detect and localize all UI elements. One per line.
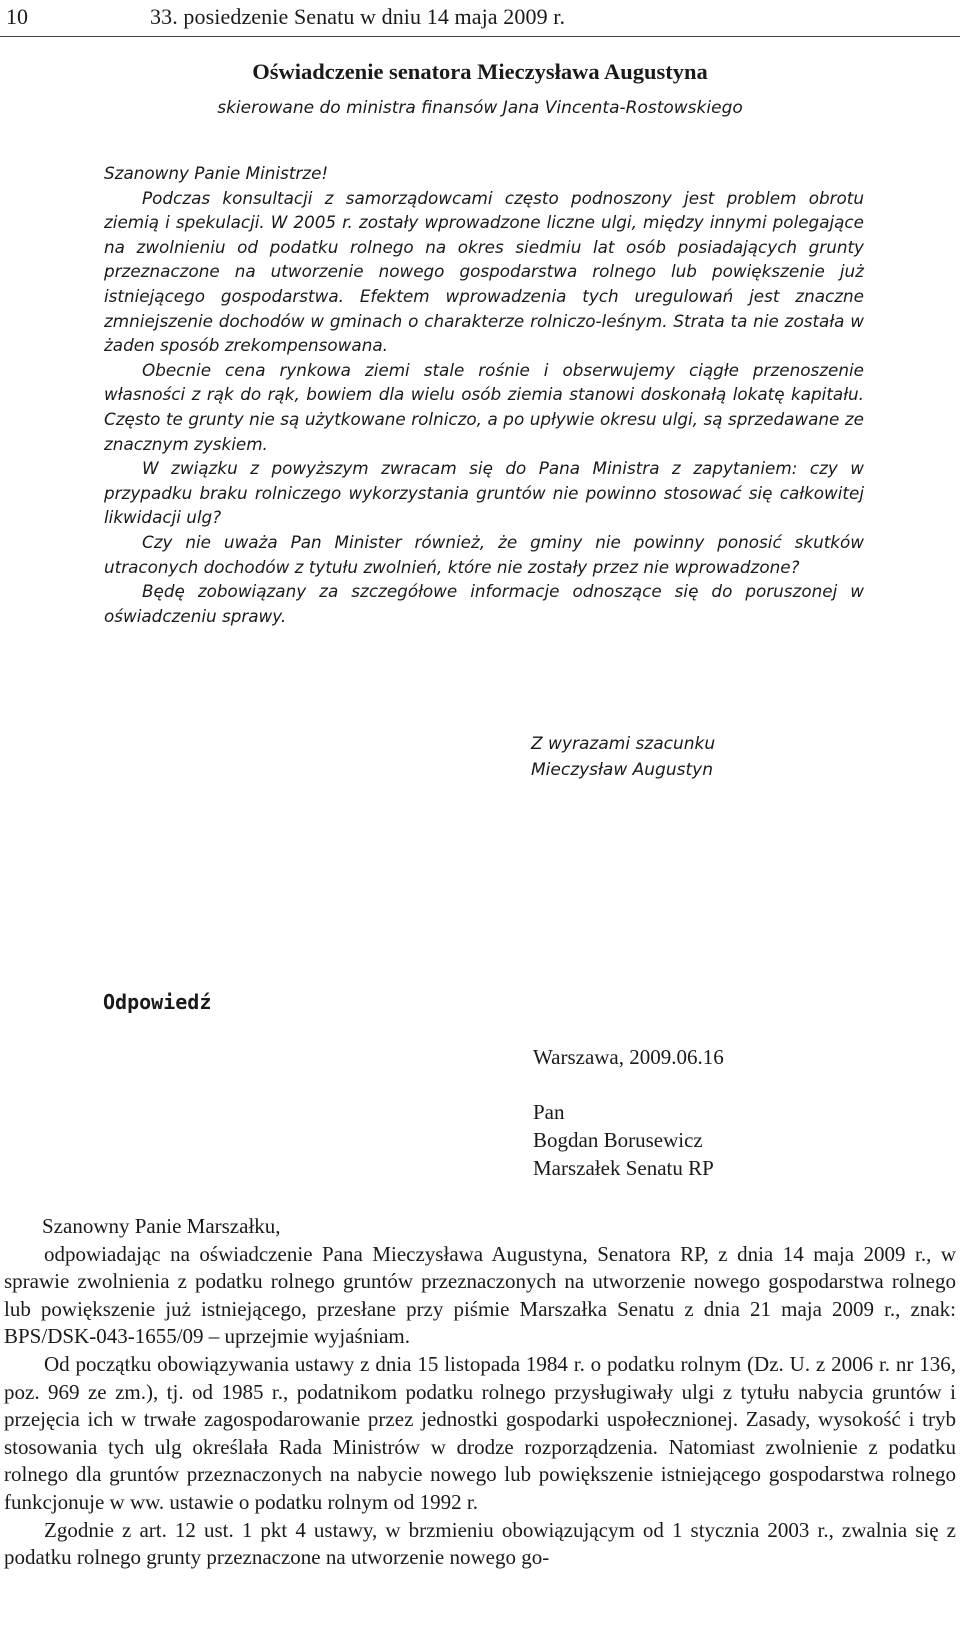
reply-date: Warszawa, 2009.06.16 bbox=[533, 1045, 724, 1069]
statement-paragraph: Czy nie uważa Pan Minister również, że gminy nie powinny ponosić skutków utraconych dochodów z tytułu zwolnień, które nie zostały przez nie wprowadzone? bbox=[104, 531, 864, 577]
statement-paragraph: W związku z powyższym zwracam się do Pana Ministra z zapytaniem: czy w przypadku braku rolniczego wykorzystania gruntów nie powinno stosować się całkowitej likwidacji ulg? bbox=[104, 458, 864, 528]
reply-salutation: Szanowny Panie Marszałku, bbox=[42, 1214, 281, 1238]
statement-title: Oświadczenie senatora Mieczysława Augustyna bbox=[252, 59, 708, 84]
running-head bbox=[0, 2, 960, 32]
statement-subtitle: skierowane do ministra finansów Jana Vincenta-Rostowskiego bbox=[217, 98, 743, 118]
reply-heading: Odpowiedź bbox=[103, 990, 212, 1014]
reply-paragraph: Od początku obowiązywania ustawy z dnia 15 listopada 1984 r. o podatku rolnym (Dz. U. z 2006 r. nr 136, poz. 969 ze zm.), tj. od 1985 r., podatnikom podatku rolnego przysługiwały ulgi z tytułu nabycia gruntów i przejęcia ich w trwałe zagospodarowanie przez jednostki gospodarki uspołecznionej. Zasady, wysokość i tryb stosowania tych ulg określała Rada Ministrów w drodze rozporządzenia. Natomiast zwolnienie z podatku rolnego dla gruntów przeznaczonych na nabycie nowego lub powiększenie istniejącego gospodarstwa rolnego funkcjonuje w ww. ustawie o podatku rolnym od 1992 r. bbox=[4, 1351, 956, 1514]
addressee-line: Marszałek Senatu RP bbox=[533, 1156, 714, 1180]
header-rule bbox=[0, 36, 960, 37]
statement-paragraph: Obecnie cena rynkowa ziemi stale rośnie i obserwujemy ciągłe przenoszenie własności z rąk do rąk, bowiem dla wielu osób ziemia stanowi doskonałą lokatę kapitału. Często te grunty nie są użytkowane rolniczo, a po upływie okresu ulgi, są sprzedawane ze znacznym zyskiem. bbox=[104, 359, 864, 454]
statement-paragraph: Podczas konsultacji z samorządowcami często podnoszony jest problem obrotu ziemią i spekulacji. W 2005 r. zostały wprowadzone liczne ulgi, między innymi polegające na zwolnieniu od podatku rolnego na okres siedmiu lat osób posiadających grunty przeznaczone na utworzenie nowego gospodarstwa rolnego lub powiększenie już istniejącego gospodarstwa. Efektem wprowadzenia tych uregulowań jest znaczne zmniejszenie dochodów w gminach o charakterze rolniczo-leśnym. Strata ta nie została w żaden sposób zrekompensowana. bbox=[104, 187, 864, 356]
statement-paragraph: Będę zobowiązany za szczegółowe informacje odnoszące się do poruszonej w oświadczeniu sprawy. bbox=[104, 581, 864, 626]
reply-paragraph: Zgodnie z art. 12 ust. 1 pkt 4 ustawy, w brzmieniu obowiązującym od 1 stycznia 2003 r., zwalnia się z podatku rolnego grunty przeznaczone na utworzenie nowego go- bbox=[4, 1517, 956, 1570]
addressee-block bbox=[533, 1098, 714, 1182]
statement-salutation: Szanowny Panie Ministrze! bbox=[104, 163, 329, 183]
statement-signature: Mieczysław Augustyn bbox=[531, 760, 713, 780]
statement-closing-block bbox=[531, 731, 715, 783]
session-title: 33. posiedzenie Senatu w dniu 14 maja 2009 r. bbox=[150, 4, 566, 29]
addressee-line: Bogdan Borusewicz bbox=[533, 1128, 703, 1152]
page-number: 10 bbox=[6, 4, 28, 29]
statement-body bbox=[104, 161, 864, 628]
addressee-line: Pan bbox=[533, 1100, 565, 1124]
statement-closing: Z wyrazami szacunku bbox=[531, 734, 716, 754]
reply-body bbox=[4, 1213, 956, 1572]
reply-paragraph: odpowiadając na oświadczenie Pana Mieczysława Augustyna, Senatora RP, z dnia 14 maja 2009 r., w sprawie zwolnienia z podatku rolnego gruntów przeznaczonych na utworzenie nowego gospodarstwa rolnego lub powiększenie już istniejącego, przesłane przy piśmie Marszałka Senatu z dnia 21 maja 2009 r., znak: BPS/DSK-043-1655/09 – uprzejmie wyjaśniam. bbox=[4, 1241, 956, 1349]
